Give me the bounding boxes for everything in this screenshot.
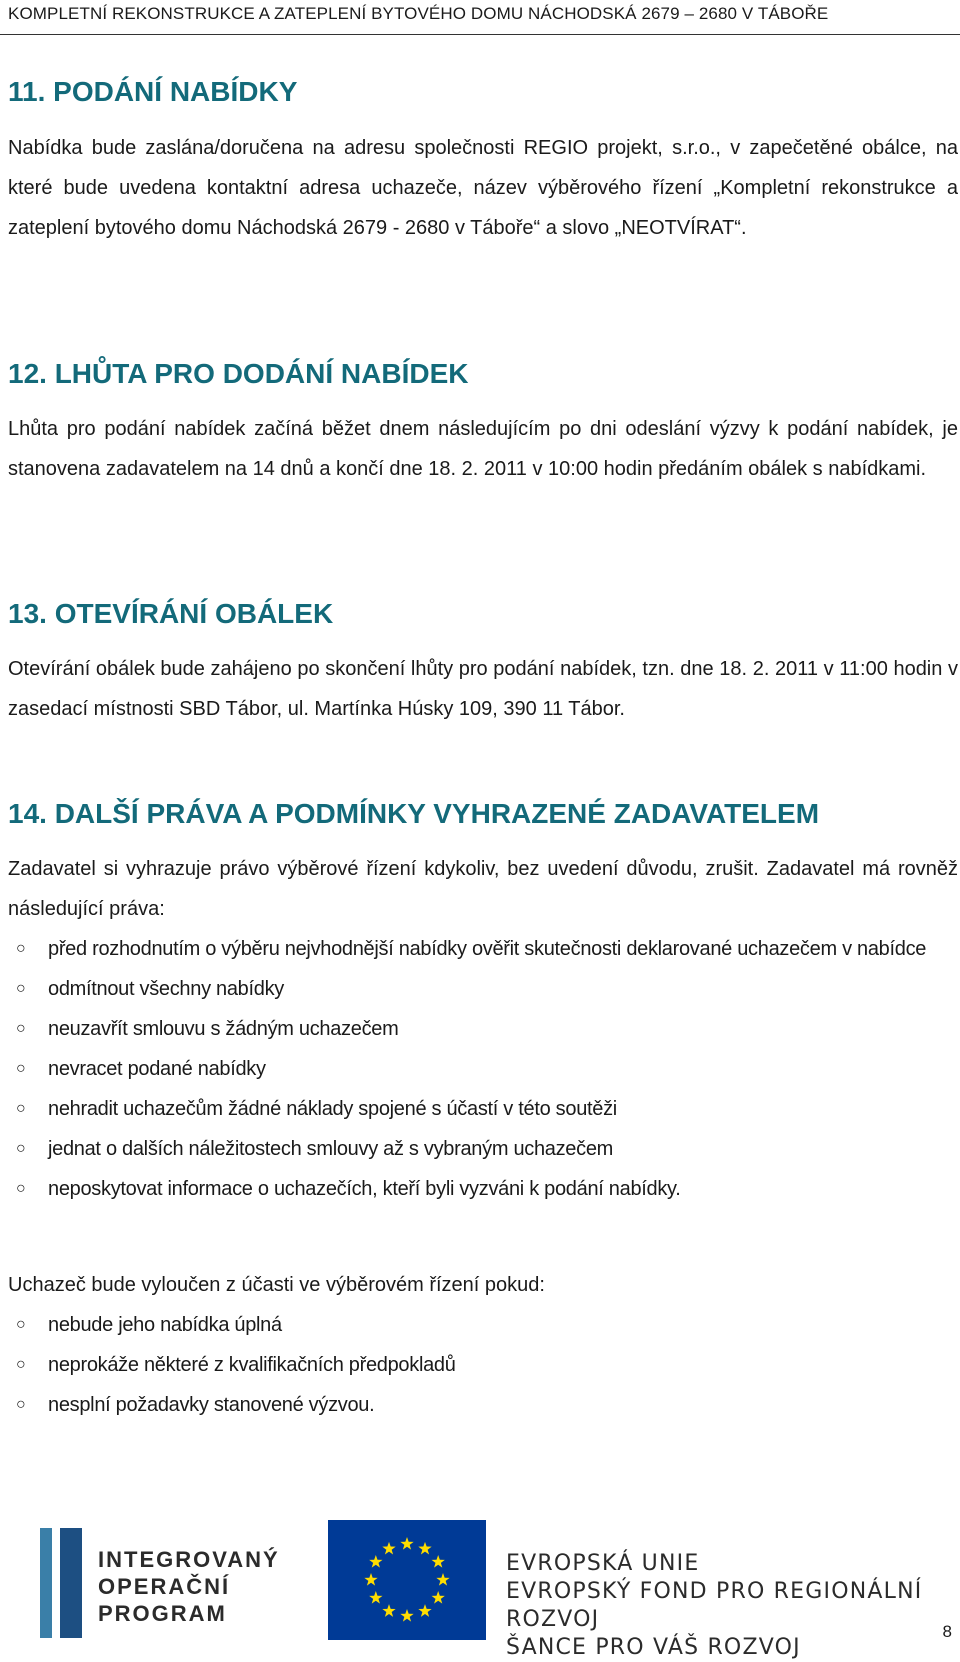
section-14-text: Zadavatel si vyhrazuje právo výběrové řízení kdykoliv, bez uvedení důvodu, zrušit. Zadavatel má rovněž následující práva: xyxy=(8,858,958,920)
section-11-heading: 11. PODÁNÍ NABÍDKY xyxy=(8,76,298,107)
section-13-text: Otevírání obálek bude zahájeno po skončení lhůty pro podání nabídek, tzn. dne 18. 2. 2011 v 11:00 hodin v zasedací místnosti SBD Tábor, ul. Martínka Húsky 109, 390 11 Tábor. xyxy=(8,658,958,720)
bullet-circle-icon: ○ xyxy=(16,1180,26,1197)
rights-list xyxy=(8,929,958,1209)
eu-star-icon xyxy=(382,1542,395,1555)
list-item: ○ před rozhodnutím o výběru nejvhodnější nabídky ověřit skutečnosti deklarované uchazečem v nabídce xyxy=(8,929,958,969)
bullet-circle-icon: ○ xyxy=(16,1356,26,1373)
exclusion-list xyxy=(8,1305,958,1425)
iop-logo-text: INTEGROVANÝ OPERAČNÍ PROGRAM xyxy=(98,1547,280,1626)
exclusion-intro: Uchazeč bude vyloučen z účasti ve výběrovém řízení pokud: xyxy=(8,1274,545,1296)
bullet-circle-icon: ○ xyxy=(16,940,26,957)
bullet-circle-icon: ○ xyxy=(16,1060,26,1077)
eu-star-icon xyxy=(432,1591,445,1604)
eu-star-icon xyxy=(400,1609,413,1622)
bullet-circle-icon: ○ xyxy=(16,1100,26,1117)
eu-star-icon xyxy=(418,1604,431,1617)
iop-logo-bar-light xyxy=(40,1528,52,1638)
eu-star-icon xyxy=(364,1573,377,1586)
eu-star-icon xyxy=(382,1604,395,1617)
list-item: ○ nebude jeho nabídka úplná xyxy=(8,1305,958,1345)
list-item: ○ nehradit uchazečům žádné náklady spojené s účastí v této soutěži xyxy=(8,1089,958,1129)
header-rule xyxy=(0,34,960,35)
iop-logo-bar-dark xyxy=(60,1528,82,1638)
eu-flag-icon xyxy=(328,1520,486,1640)
list-item: ○ neposkytovat informace o uchazečích, kteří byli vyzváni k podání nabídky. xyxy=(8,1169,958,1209)
section-12-text: Lhůta pro podání nabídek začíná běžet dnem následujícím po dni odeslání výzvy k podání nabídek, je stanovena zadavatelem na 14 dnů a končí dne 18. 2. 2011 v 10:00 hodin předáním obálek s nabídkami. xyxy=(8,418,958,480)
section-13-heading: 13. OTEVÍRÁNÍ OBÁLEK xyxy=(8,598,334,629)
list-item: ○ nesplní požadavky stanovené výzvou. xyxy=(8,1385,958,1425)
list-item: ○ odmítnout všechny nabídky xyxy=(8,969,958,1009)
bullet-circle-icon: ○ xyxy=(16,1020,26,1037)
running-header: KOMPLETNÍ REKONSTRUKCE A ZATEPLENÍ BYTOVÉHO DOMU NÁCHODSKÁ 2679 – 2680 V TÁBOŘE xyxy=(8,4,829,23)
list-item: ○ neuzavřít smlouvu s žádným uchazečem xyxy=(8,1009,958,1049)
section-12-heading: 12. LHŮTA PRO DODÁNÍ NABÍDEK xyxy=(8,358,469,389)
eu-logo-text: EVROPSKÁ UNIE EVROPSKÝ FOND PRO REGIONÁLNÍ ROZVOJ ŠANCE PRO VÁŠ ROZVOJ xyxy=(506,1551,923,1660)
bullet-circle-icon: ○ xyxy=(16,1316,26,1333)
eu-stars xyxy=(328,1520,486,1640)
page-number: 8 xyxy=(942,1622,952,1641)
eu-star-icon xyxy=(369,1591,382,1604)
eu-star-icon xyxy=(432,1555,445,1568)
footer-logos xyxy=(0,1520,960,1660)
list-item: ○ neprokáže některé z kvalifikačních předpokladů xyxy=(8,1345,958,1385)
bullet-circle-icon: ○ xyxy=(16,1396,26,1413)
list-item: ○ nevracet podané nabídky xyxy=(8,1049,958,1089)
section-11-text: Nabídka bude zaslána/doručena na adresu společnosti REGIO projekt, s.r.o., v zapečetěné obálce, na které bude uvedena kontaktní adresa uchazeče, název výběrového řízení „Kompletní rekonstrukce a zateplení bytového domu Náchodská 2679 - 2680 v Táboře“ a slovo „NEOTVÍRAT“. xyxy=(8,137,958,239)
eu-star-icon xyxy=(418,1542,431,1555)
section-14-heading: 14. DALŠÍ PRÁVA A PODMÍNKY VYHRAZENÉ ZADAVATELEM xyxy=(8,798,820,829)
bullet-circle-icon: ○ xyxy=(16,1140,26,1157)
list-item: ○ jednat o dalších náležitostech smlouvy až s vybraným uchazečem xyxy=(8,1129,958,1169)
eu-star-icon xyxy=(436,1573,449,1586)
eu-star-icon xyxy=(400,1537,413,1550)
bullet-circle-icon: ○ xyxy=(16,980,26,997)
eu-star-icon xyxy=(369,1555,382,1568)
